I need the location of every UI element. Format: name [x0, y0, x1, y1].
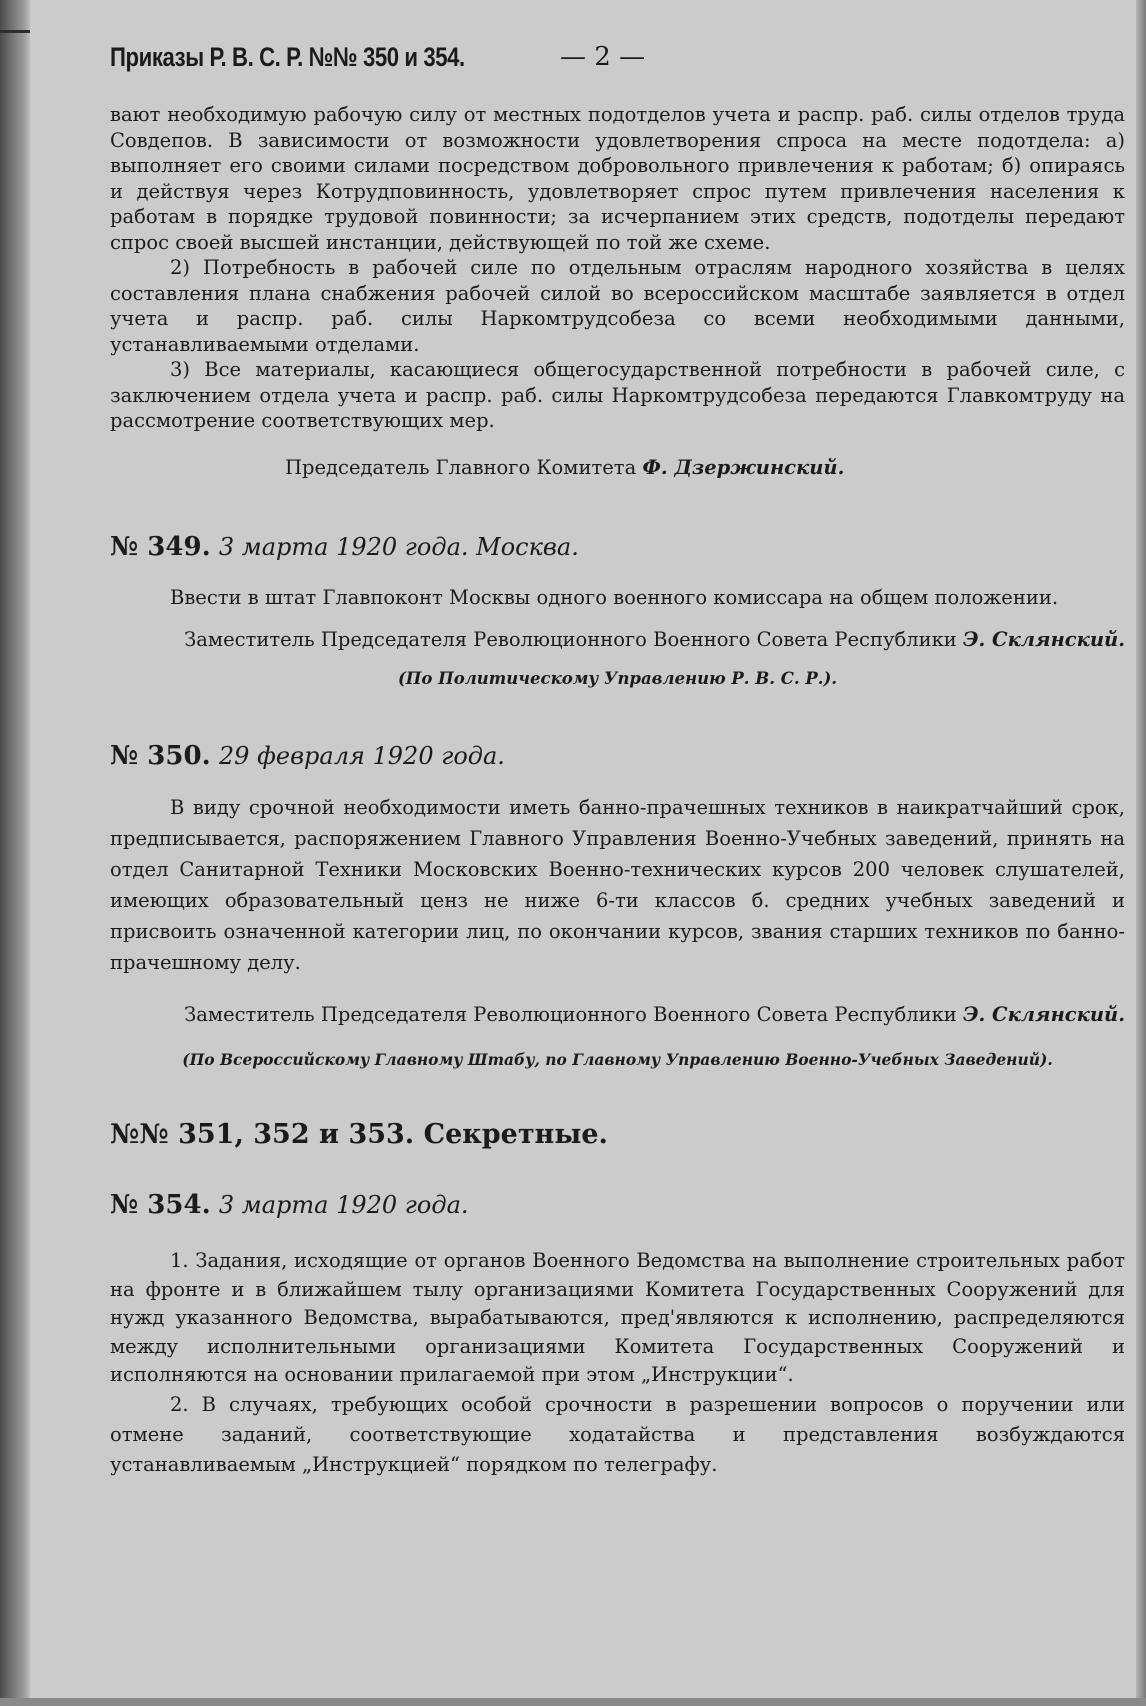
continuation-paragraph-1: вают необходимую рабочую силу от местных подотделов учета и распр. раб. силы отделов труда Совдепов. В зависимости от возможности удовлетворения спроса на месте подотдела: а) выполняет его своими силами посредством добровольного привлечения к работам; б) опираясь и действуя через Котрудповинность, удовлетворяет спрос путем привлечения населения к работам в порядке трудовой повинности; за исчерпанием этих средств, подотделы передают спрос своей высшей инстанции, действующей по той же схеме. [110, 103, 1125, 254]
document-body [110, 102, 1125, 1480]
signature-name: Э. Склянский. [962, 628, 1125, 651]
order-349-heading [110, 531, 1125, 563]
order-number: № 350. [110, 741, 211, 771]
order-date: 29 февраля 1920 года. [218, 742, 505, 770]
dzerzhinsky-signature [110, 456, 1125, 479]
continuation-paragraph-3: 3) Все материалы, касающиеся общегосударственной потребности в рабочей силе, с заключением отдела учета и распр. раб. силы Наркомтрудсобеза передаются Главкомтруду на рассмотрение соответствующих мер. [110, 358, 1125, 432]
signature-name: Э. Склянский. [962, 1003, 1125, 1026]
order-number: № 354. [110, 1190, 211, 1220]
order-date: 3 марта 1920 года. Москва. [218, 532, 579, 561]
binding-edge [0, 0, 30, 1706]
order-date: 3 марта 1920 года. [218, 1191, 469, 1219]
order-number: № 349. [110, 531, 211, 562]
signature-label: Заместитель Председателя Революционного Военного Совета Республики [184, 628, 957, 651]
order-349-note: (По Политическому Управлению Р. В. С. Р.). [397, 669, 838, 688]
page-right-edge [1136, 0, 1146, 1706]
order-349-signature [110, 627, 1125, 652]
order-354-paragraph-2: 2. В случаях, требующих особой срочности в разрешении вопросов о поручении или отмене заданий, соответствующие ходатайства и представления возбуждаются устанавливаемым „Инструкцией“ порядком по телеграфу. [110, 1392, 1125, 1476]
orders-351-353-heading: №№ 351, 352 и 353. Секретные. [110, 1119, 608, 1150]
order-354-paragraph-1: 1. Задания, исходящие от органов Военного Ведомства на выполнение строительных работ на фронте и в ближайшем тылу организациями Комитета Государственных Сооружений для нужд указанного Ведомства, вырабатываются, пред'являются к исполнению, распределяются между исполнительными организациями Комитета Государственных Сооружений и исполняются на основании прилагаемой при этом „Инструкции“. [110, 1249, 1125, 1386]
order-349-text: Ввести в штат Главпоконт Москвы одного военного комиссара на общем положении. [170, 585, 1059, 609]
order-350-signature [110, 1002, 1125, 1027]
order-350-note: (По Всероссийскому Главному Штабу, по Главному Управлению Военно-Учебных Заведений). [182, 1050, 1053, 1069]
signature-name: Ф. Дзержинский. [642, 455, 845, 479]
page-number: — 2 — [560, 42, 646, 72]
order-350-text: В виду срочной необходимости иметь банно-прачешных техников в наикратчайший срок, предписывается, распоряжением Главного Управления Военно-Учебных заведений, принять на отдел Санитарной Техники Московских Военно-технических курсов 200 человек слушателей, имеющих образовательный ценз не ниже 6-ти классов б. средних учебных заведений и присвоить означенной категории лиц, по окончании курсов, звания старших техников по банно-прачешному делу. [110, 796, 1125, 974]
order-354-heading [110, 1189, 1125, 1221]
header-title: Приказы Р. В. С. Р. №№ 350 и 354. [110, 42, 465, 72]
signature-label: Председатель Главного Комитета [285, 455, 637, 479]
page-bottom-edge [0, 1698, 1146, 1706]
order-350-heading [110, 740, 1125, 772]
binding-edge-mark [0, 30, 30, 33]
signature-label: Заместитель Председателя Революционного Военного Совета Республики [184, 1003, 957, 1026]
page-header [110, 42, 1120, 82]
continuation-paragraph-2: 2) Потребность в рабочей силе по отдельным отраслям народного хозяйства в целях составления плана снабжения рабочей силой во всероссийском масштабе заявляется в отдел учета и распр. раб. силы Наркомтрудсобеза со всеми необходимыми данными, устанавливаемыми отделами. [110, 256, 1125, 356]
